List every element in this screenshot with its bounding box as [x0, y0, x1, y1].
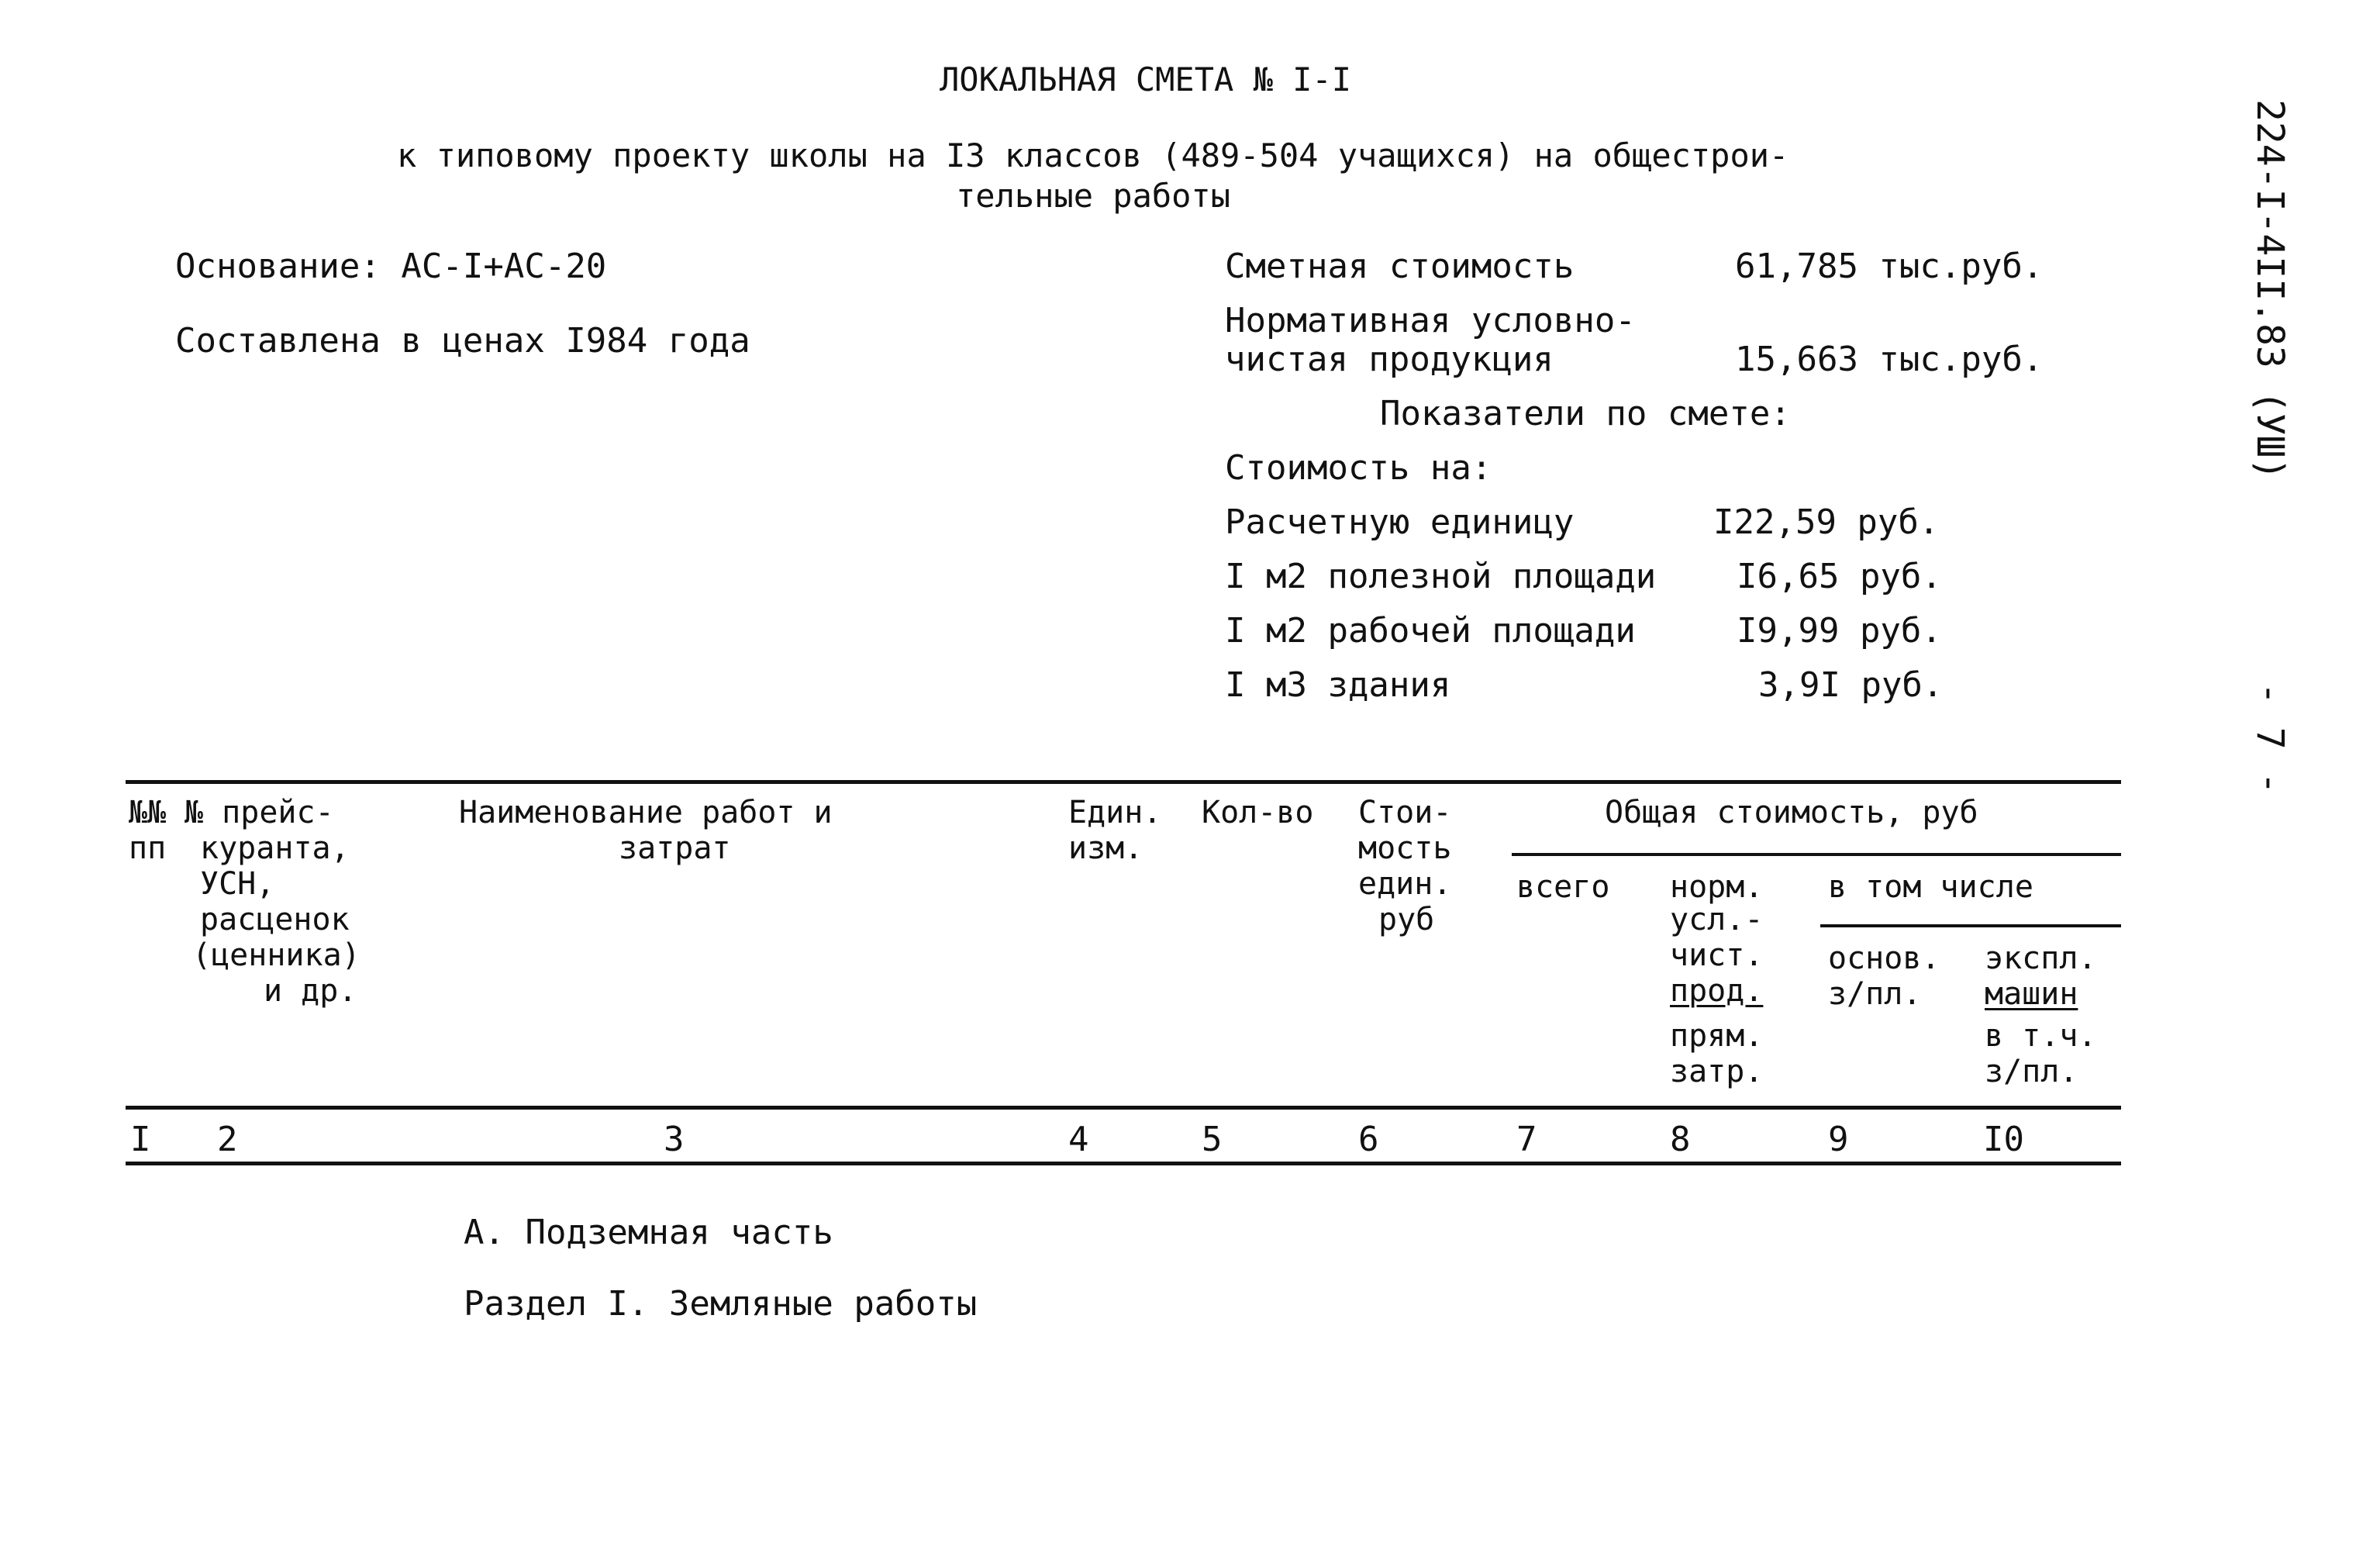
document-title: ЛОКАЛЬНАЯ СМЕТА № I-I — [940, 60, 1352, 98]
col-header-norm-product: усл.- — [1670, 902, 1764, 937]
indicator-value: I6,65 руб. — [1737, 557, 1942, 596]
basis-osnovanie: Основание: АС-I+АС-20 — [175, 247, 607, 286]
col-header-unit: изм. — [1068, 830, 1143, 866]
column-number: I0 — [1983, 1120, 2024, 1159]
col-header-machine-operation: машин — [1985, 976, 2078, 1012]
col-header-unit-cost: мость — [1358, 830, 1452, 866]
col-header-work-name: затрат — [619, 830, 731, 866]
normative-label-line-1: Нормативная условно- — [1225, 301, 1636, 340]
including-rule — [1820, 924, 2121, 927]
col-header-unit-cost: Стои- — [1358, 795, 1452, 830]
col-header-pricelist: расценок — [200, 902, 350, 937]
col-header-including: в том числе — [1828, 869, 2033, 905]
col-header-nn: пп — [129, 830, 167, 866]
col-header-pricelist: и др. — [264, 973, 357, 1009]
header-bottom-rule — [126, 1106, 2121, 1110]
col-header-norm-product: норм. — [1670, 869, 1764, 905]
indicator-value: 3,9I руб. — [1758, 665, 1944, 705]
subtitle-line-2: тельные работы — [956, 177, 1231, 215]
normative-value: 15,663 тыс.руб. — [1735, 340, 2044, 379]
col-header-machine-operation: экспл. — [1985, 941, 2097, 976]
col-header-norm-product: прод. — [1670, 973, 1764, 1009]
total-cost-rule — [1512, 853, 2121, 856]
table-top-rule — [126, 780, 2121, 784]
document-code: 224-I-4II.83 (УШ) — [2248, 99, 2292, 481]
col-header-machine-operation: в т.ч. — [1985, 1018, 2097, 1054]
col-header-pricelist: УСН, — [200, 866, 275, 902]
column-number: 2 — [217, 1120, 238, 1159]
normative-label-line-2: чистая продукция — [1225, 340, 1554, 379]
estimated-cost-label: Сметная стоимость — [1225, 247, 1575, 286]
col-header-norm-product: затр. — [1670, 1054, 1764, 1089]
column-number: 4 — [1068, 1120, 1089, 1159]
col-header-pricelist: № прейс- — [185, 795, 334, 830]
section-part-heading: А. Подземная часть — [464, 1213, 833, 1252]
column-number: 5 — [1202, 1120, 1223, 1159]
indicator-value: I9,99 руб. — [1737, 611, 1942, 651]
indicator-value: I22,59 руб. — [1713, 502, 1940, 542]
col-header-total-cost: Общая стоимость, руб — [1605, 795, 1978, 830]
col-header-work-name: Наименование работ и — [459, 795, 833, 830]
column-number: 3 — [664, 1120, 685, 1159]
col-header-unit-cost: руб — [1378, 902, 1435, 937]
col-header-pricelist: куранта, — [200, 830, 350, 866]
indicator-label: I м3 здания — [1225, 665, 1451, 705]
col-header-total: всего — [1516, 869, 1610, 905]
col-header-norm-product: чист. — [1670, 937, 1764, 973]
col-header-base-salary: з/пл. — [1828, 976, 1922, 1012]
column-number: 8 — [1670, 1120, 1691, 1159]
subtitle-line-1: к типовому проекту школы на I3 классов (489-504 учащихся) на общестрои- — [397, 136, 1789, 174]
indicators-heading: Показатели по смете: — [1380, 394, 1791, 433]
indicator-label: I м2 полезной площади — [1225, 557, 1657, 596]
col-header-quantity: Кол-во — [1202, 795, 1314, 830]
col-header-pricelist: (ценника) — [192, 937, 360, 973]
col-header-unit-cost: един. — [1358, 866, 1452, 902]
cost-on-label: Стоимость на: — [1225, 448, 1492, 488]
col-header-nn: №№ — [129, 795, 167, 830]
basis-prices-year: Составлена в ценах I984 года — [175, 321, 750, 361]
column-number: 9 — [1828, 1120, 1849, 1159]
col-header-base-salary: основ. — [1828, 941, 1940, 976]
column-number: 6 — [1358, 1120, 1379, 1159]
column-numbers-rule — [126, 1162, 2121, 1165]
indicator-label: Расчетную единицу — [1225, 502, 1575, 542]
column-number: I — [130, 1120, 151, 1159]
col-header-machine-operation: з/пл. — [1985, 1054, 2078, 1089]
page-number: - 7 - — [2248, 682, 2292, 795]
section-heading: Раздел I. Земляные работы — [464, 1284, 978, 1324]
indicator-label: I м2 рабочей площади — [1225, 611, 1636, 651]
estimated-cost-value: 61,785 тыс.руб. — [1735, 247, 2044, 286]
col-header-norm-product: прям. — [1670, 1018, 1764, 1054]
col-header-unit: Един. — [1068, 795, 1162, 830]
column-number: 7 — [1516, 1120, 1537, 1159]
